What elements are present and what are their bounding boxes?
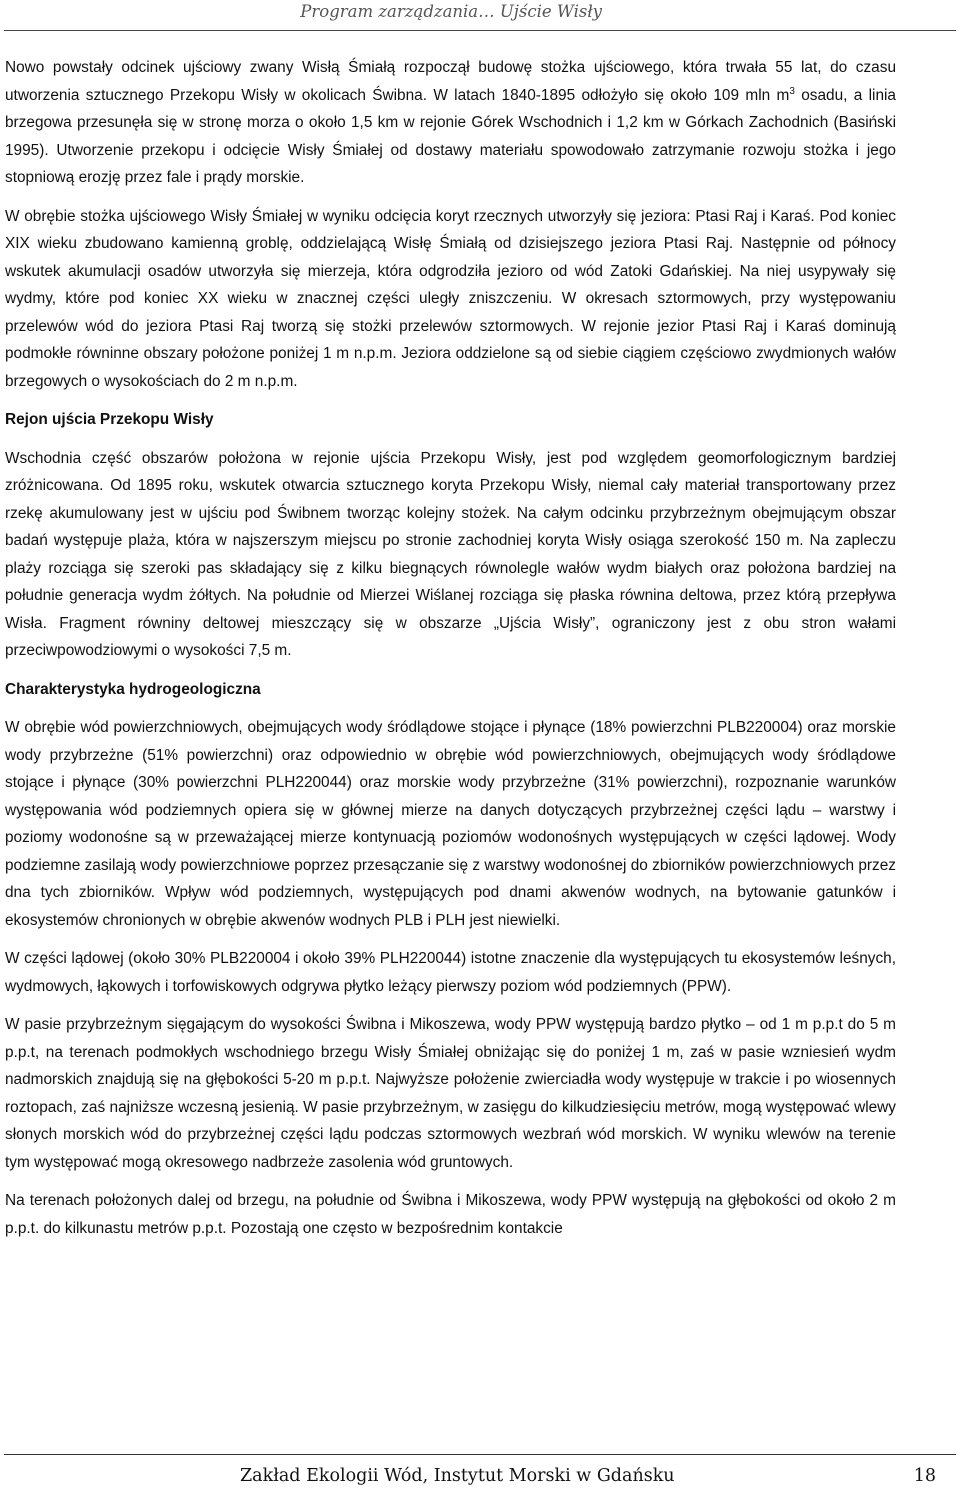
paragraph-hydro-4: Na terenach położonych dalej od brzegu, na południe od Świbna i Mikoszewa, wody PPW występują na głębokości od około 2 m p.p.t. do kilkunastu metrów p.p.t. Pozostają one często w bezpośrednim kontakcie	[5, 1192, 896, 1237]
paragraph-lakes: W obrębie stożka ujściowego Wisły Śmiałej w wyniku odcięcia koryt rzecznych utworzyły się jeziora: Ptasi Raj i Karaś. Pod koniec XIX wieku zbudowano kamienną groblę, oddzielającą Wisłę Śmiałą od dzisiejszego jeziora Ptasi Raj. Następnie od północy wskutek akumulacji osadów utworzyła się mierzeja, która odgrodziła jezioro od wód Zatoki Gdańskiej. Na niej usypywały się wydmy, które pod koniec XX wieku w znacznej części uległy zniszczeniu. W okresach sztormowych, przy występowaniu przelewów wód do jeziora Ptasi Raj tworzą się stożki przelewów sztormowych. W rejonie jezior Ptasi Raj i Karaś dominują podmokłe równinne obszary położone poniżej 1 m n.p.m. Jeziora oddzielone są od siebie ciągiem częściowo zwydmionych wałów brzegowych o wysokościach do 2 m n.p.m.	[5, 207, 896, 390]
paragraph-text: Nowo powstały odcinek ujściowy zwany Wisłą Śmiałą rozpoczął budowę stożka ujściowego, która trwała 55 lat, do czasu utworzenia sztucznego Przekopu Wisły w okolicach Świbna. W latach 1840-1895 odłożyło się około 109 mln m	[5, 59, 896, 104]
heading-rejon-ujscia: Rejon ujścia Przekopu Wisły	[5, 411, 214, 428]
paragraph-hydro-1: W obrębie wód powierzchniowych, obejmujących wody śródlądowe stojące i płynące (18% powierzchni PLB220004) oraz morskie wody przybrzeżne (51% powierzchni) oraz odpowiednio w obrębie wód powierzchniowych, obejmujących wody śródlądowe stojące i płynące (30% powierzchni PLH220044) oraz morskie wody przybrzeżne (31% powierzchni), rozpoznanie warunków występowania wód podziemnych opiera się w głównej mierze na danych dotyczących przybrzeżnej części lądu – warstwy i poziomy wodonośne są w przeważającej mierze kontynuacją poziomów wodonośnych występujących w części lądowej. Wody podziemne zasilają wody powierzchniowe poprzez przesączanie się z warstwy wodonośnej do zbiorników powierzchniowych przez dna tych zbiorników. Wpływ wód podziemnych, występujących pod dnami akwenów wodnych, na bytowanie gatunków i ekosystemów chronionych w obrębie akwenów wodnych PLB i PLH jest niewielki.	[5, 719, 896, 929]
paragraph-text: osadu, a linia brzegowa przesunęła się w stronę morza o około 1,5 km w rejonie Górek Wschodnich i 1,2 km w Górkach Zachodnich (Basiński 1995). Utworzenie przekopu i odcięcie Wisły Śmiałej od dostawy materiału spowodowało zatrzymanie rozwoju stożka i jego stopniową erozję przez fale i prądy morskie.	[5, 86, 896, 186]
header-divider	[4, 30, 956, 31]
paragraph-rejon-ujscia: Wschodnia część obszarów położona w rejonie ujścia Przekopu Wisły, jest pod względem geomorfologicznym bardziej zróżnicowana. Od 1895 roku, wskutek otwarcia sztucznego koryta Przekopu Wisły, niemal cały materiał transportowany przez rzekę akumulowany jest w ujściu pod Świbnem tworząc kolejny stożek. Na całym odcinku przybrzeżnym obejmującym obszar badań występuje plaża, która w najszerszym miejscu po stronie zachodniej koryta Wisły osiąga szerokość 150 m. Na zapleczu plaży rozciąga się szeroki pas składający się z kilku biegnących równolegle wałów wydm białych oraz położona bardziej na południe generacja wydm żółtych. Na południe od Mierzei Wiślanej rozciąga się płaska równina deltowa, przez którą przepływa Wisła. Fragment równiny deltowej mieszczący się w obszarze „Ujścia Wisły”, ograniczony jest z obu stron wałami przeciwpowodziowymi o wysokości 7,5 m.	[5, 449, 896, 659]
paragraph-wisla-smiala-cone	[5, 54, 896, 192]
heading-hydrogeology: Charakterystyka hydrogeologiczna	[5, 680, 261, 698]
footer-institution: Zakład Ekologii Wód, Instytut Morski w Gdańsku	[240, 1466, 675, 1486]
paragraph-hydro-2: W części lądowej (około 30% PLB220004 i około 39% PLH220044) istotne znaczenie dla występujących tu ekosystemów leśnych, wydmowych, łąkowych i torfowiskowych odgrywa płytko leżący pierwszy poziom wód podziemnych (PPW).	[5, 950, 896, 995]
paragraph-hydro-3: W pasie przybrzeżnym sięgającym do wysokości Świbna i Mikoszewa, wody PPW występują bardzo płytko – od 1 m p.p.t do 5 m p.p.t, na terenach podmokłych wschodniego brzegu Wisły Śmiałej obniżając się do poniżej 1 m, zaś w pasie wzniesień wydm nadmorskich znajdują się na głębokości 5-20 m p.p.t. Najwyższe położenie zwierciadła wody występuje w trakcie i po wiosennych roztopach, zaś najniższe wczesną jesienią. W pasie przybrzeżnym, w zasięgu do kilkudziesięciu metrów, mogą występować wlewy słonych morskich wód do przybrzeżnej części lądu podczas sztormowych wezbrań wód morskich. W wyniku wlewów na terenie tym występować mogą okresowego nadbrzeże zasolenia wód gruntowych.	[5, 1016, 896, 1171]
footer-divider	[4, 1454, 956, 1455]
running-header-title: Program zarządzania… Ujście Wisły	[300, 2, 602, 21]
page-number: 18	[913, 1466, 936, 1486]
body-content	[5, 54, 896, 1253]
superscript-cubic: 3	[789, 85, 795, 97]
